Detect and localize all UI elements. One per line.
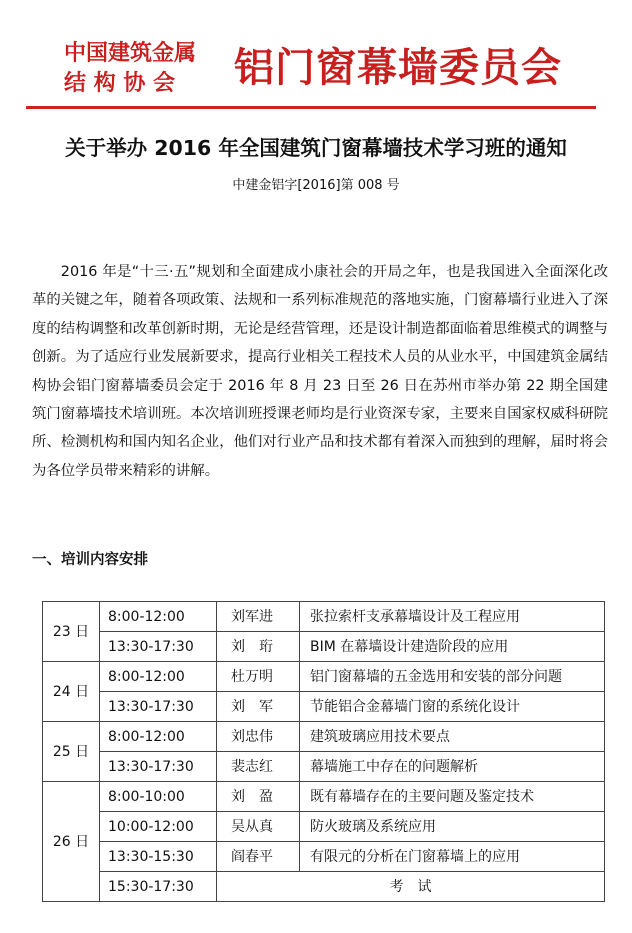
- table-row: [43, 752, 605, 782]
- topic-cell: 有限元的分析在门窗幕墙上的应用: [300, 842, 605, 872]
- topic-cell: 既有幕墙存在的主要问题及鉴定技术: [300, 782, 605, 812]
- exam-cell: 考 试: [217, 872, 605, 902]
- document-number: 中建金铝字[2016]第 008 号: [232, 178, 400, 193]
- day-cell: 25 日: [43, 722, 100, 782]
- time-cell: 13:30-15:30: [100, 842, 217, 872]
- day-cell: 26 日: [43, 782, 100, 902]
- topic-cell: 铝门窗幕墙的五金选用和安装的部分问题: [300, 662, 605, 692]
- organization-name: [64, 38, 196, 98]
- speaker-cell: 吴从真: [217, 812, 300, 842]
- day-cell: 23 日: [43, 602, 100, 662]
- table-row: [43, 812, 605, 842]
- time-cell: 10:00-12:00: [100, 812, 217, 842]
- time-cell: 8:00-12:00: [100, 602, 217, 632]
- time-cell: 13:30-17:30: [100, 752, 217, 782]
- speaker-cell: 刘 军: [217, 692, 300, 722]
- table-row: [43, 722, 605, 752]
- table-row: [43, 662, 605, 692]
- speaker-cell: 杜万明: [217, 662, 300, 692]
- topic-cell: 幕墙施工中存在的问题解析: [300, 752, 605, 782]
- time-cell: 13:30-17:30: [100, 632, 217, 662]
- topic-cell: 建筑玻璃应用技术要点: [300, 722, 605, 752]
- table-row: [43, 872, 605, 902]
- topic-cell: 防火玻璃及系统应用: [300, 812, 605, 842]
- schedule-table: [42, 601, 605, 902]
- letterhead: [0, 0, 632, 120]
- body-paragraph: 2016 年是“十三·五”规划和全面建成小康社会的开局之年，也是我国进入全面深化改革的关键之年，随着各项政策、法规和一系列标准规范的落地实施，门窗幕墙行业进入了深度的结构调整和改革创新时期，无论是经营管理，还是设计制造都面临着思维模式的调整与创新。为了适应行业发展新要求，提高行业相关工程技术人员的从业水平，中国建筑金属结构协会铝门窗幕墙委员会定于 2016 年 8 月 23 日至 26 日在苏州市举办第 22 期全国建筑门窗幕墙技术培训班。本次培训班授课老师均是行业资深专家，主要来自国家权威科研院所、检测机构和国内知名企业，他们对行业产品和技术都有着深入而独到的理解，届时将会为各位学员带来精彩的讲解。: [32, 264, 608, 479]
- table-row: [43, 692, 605, 722]
- org-line-2: 结 构 协 会: [64, 70, 175, 96]
- committee-name: 铝门窗幕墙委员会: [234, 44, 562, 91]
- speaker-cell: 阎春平: [217, 842, 300, 872]
- time-cell: 15:30-17:30: [100, 872, 217, 902]
- section-heading: 一、培训内容安排: [32, 552, 148, 568]
- time-cell: 8:00-10:00: [100, 782, 217, 812]
- speaker-cell: 刘 珩: [217, 632, 300, 662]
- speaker-cell: 刘军进: [217, 602, 300, 632]
- speaker-cell: 刘 盈: [217, 782, 300, 812]
- document-title: 关于举办 2016 年全国建筑门窗幕墙技术学习班的通知: [65, 136, 567, 160]
- table-row: [43, 782, 605, 812]
- topic-cell: 张拉索杆支承幕墙设计及工程应用: [300, 602, 605, 632]
- time-cell: 13:30-17:30: [100, 692, 217, 722]
- topic-cell: BIM 在幕墙设计建造阶段的应用: [300, 632, 605, 662]
- letterhead-divider: [26, 106, 596, 109]
- time-cell: 8:00-12:00: [100, 662, 217, 692]
- table-row: [43, 632, 605, 662]
- topic-cell: 节能铝合金幕墙门窗的系统化设计: [300, 692, 605, 722]
- speaker-cell: 裴志红: [217, 752, 300, 782]
- day-cell: 24 日: [43, 662, 100, 722]
- speaker-cell: 刘忠伟: [217, 722, 300, 752]
- time-cell: 8:00-12:00: [100, 722, 217, 752]
- table-row: [43, 842, 605, 872]
- table-row: [43, 602, 605, 632]
- org-line-1: 中国建筑金属: [64, 40, 197, 66]
